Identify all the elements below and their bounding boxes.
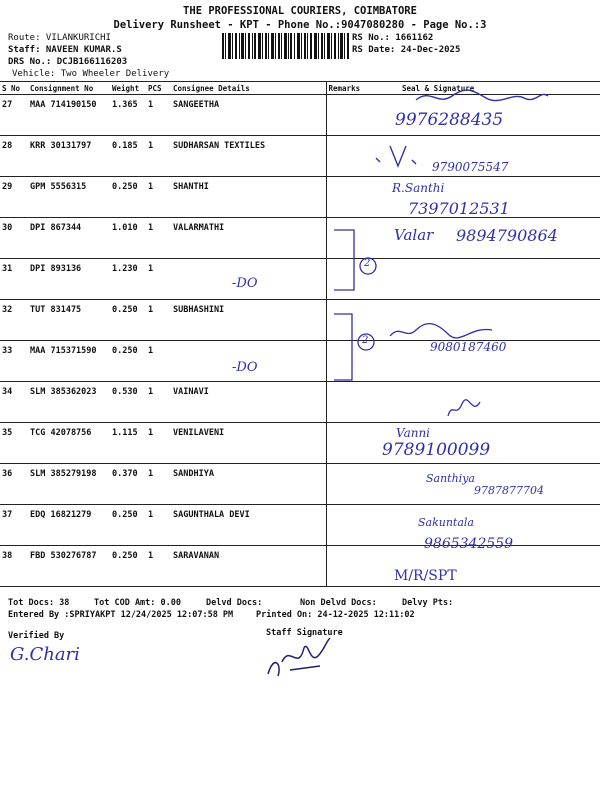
table-row (0, 423, 600, 464)
rs-date: RS Date: 24-Dec-2025 (352, 45, 461, 55)
route-label: Route: VILANKURICHI (8, 33, 111, 43)
handwritten-phone-33: 9080187460 (430, 340, 507, 354)
verified-by-label: Verified By (8, 631, 65, 641)
cell-seal (378, 259, 600, 300)
cell-remarks (326, 382, 378, 423)
cell-weight: 1.010 (110, 218, 146, 259)
cell-sno: 33 (0, 341, 28, 382)
cell-consignment: DPI 867344 (28, 218, 110, 259)
cell-consignment: DPI 893136 (28, 259, 110, 300)
cell-pcs: 1 (146, 505, 171, 546)
col-header-consignee: Consignee Details (171, 82, 326, 95)
cell-weight: 1.365 (110, 95, 146, 136)
cell-consignment: TUT 831475 (28, 300, 110, 341)
signature-scribble-27 (412, 86, 552, 108)
cell-weight: 1.115 (110, 423, 146, 464)
cell-weight: 1.230 (110, 259, 146, 300)
barcode (222, 33, 350, 59)
signature-scribble-28 (372, 140, 432, 170)
non-delivered-docs: Non Delvd Docs: (300, 598, 377, 608)
table-row (0, 382, 600, 423)
cell-consignee: SARAVANAN (171, 546, 326, 587)
total-docs: Tot Docs: 38 (8, 598, 70, 608)
table-row (0, 136, 600, 177)
cell-sno: 31 (0, 259, 28, 300)
cell-weight: 0.530 (110, 382, 146, 423)
handwritten-phone-27: 9976288435 (395, 110, 504, 130)
cell-remarks (326, 546, 378, 587)
verifier-signature: G.Chari (10, 644, 80, 665)
table-row (0, 259, 600, 300)
col-header-remarks: Remarks (326, 82, 378, 95)
handwritten-name-30: Valar (394, 226, 434, 244)
delivered-docs: Delvd Docs: (206, 598, 263, 608)
table-row (0, 177, 600, 218)
entered-by: Entered By :SPRIYAKPT 12/24/2025 12:07:58 PM (8, 610, 234, 620)
col-header-pcs: PCS (146, 82, 171, 95)
cell-remarks (326, 136, 378, 177)
cell-pcs: 1 (146, 177, 171, 218)
staff-label: Staff: NAVEEN KUMAR.S (8, 45, 122, 55)
cell-weight: 0.250 (110, 341, 146, 382)
cell-weight: 0.250 (110, 177, 146, 218)
cell-pcs: 1 (146, 95, 171, 136)
cell-consignment: GPM 5556315 (28, 177, 110, 218)
cell-pcs: 1 (146, 464, 171, 505)
col-header-sno: S No (0, 82, 28, 95)
cell-consignment: FBD 530276787 (28, 546, 110, 587)
cell-remarks (326, 95, 378, 136)
runsheet-table (0, 81, 600, 587)
handwritten-name-35: Vanni (396, 426, 431, 440)
cell-consignment: EDQ 16821279 (28, 505, 110, 546)
cell-sno: 28 (0, 136, 28, 177)
cell-pcs: 1 (146, 341, 171, 382)
cell-consignee: VALARMATHI (171, 218, 326, 259)
cell-sno: 34 (0, 382, 28, 423)
handwritten-circle-count-2: 2 (362, 335, 369, 346)
total-cod-amount: Tot COD Amt: 0.00 (94, 598, 181, 608)
handwritten-ditto-31: -DO (232, 276, 258, 291)
cell-remarks (326, 464, 378, 505)
cell-pcs: 1 (146, 259, 171, 300)
cell-consignment: MAA 715371590 (28, 341, 110, 382)
cell-seal (378, 382, 600, 423)
cell-weight: 0.250 (110, 546, 146, 587)
cell-consignment: KRR 30131797 (28, 136, 110, 177)
handwritten-name-29: R.Santhi (392, 181, 445, 195)
handwritten-phone-36: 9787877704 (474, 484, 544, 497)
staff-signature-scribble (260, 634, 340, 680)
cell-consignee: SHANTHI (171, 177, 326, 218)
cell-pcs: 1 (146, 136, 171, 177)
cell-sno: 29 (0, 177, 28, 218)
table-row (0, 300, 600, 341)
cell-consignment: TCG 42078756 (28, 423, 110, 464)
cell-remarks (326, 505, 378, 546)
cell-weight: 0.250 (110, 505, 146, 546)
handwritten-name-36: Santhiya (426, 472, 475, 485)
cell-remarks (326, 177, 378, 218)
cell-consignee: VENILAVENI (171, 423, 326, 464)
rs-number: RS No.: 1661162 (352, 33, 434, 43)
cell-consignment: MAA 714190150 (28, 95, 110, 136)
cell-sno: 37 (0, 505, 28, 546)
cell-weight: 0.185 (110, 136, 146, 177)
table-row (0, 341, 600, 382)
bracket-30-31 (330, 226, 380, 296)
cell-consignee: SUBHASHINI (171, 300, 326, 341)
cell-sno: 35 (0, 423, 28, 464)
cell-consignee: SAGUNTHALA DEVI (171, 505, 326, 546)
cell-pcs: 1 (146, 382, 171, 423)
cell-sno: 36 (0, 464, 28, 505)
company-title: THE PROFESSIONAL COURIERS, COIMBATORE (183, 5, 417, 17)
cell-weight: 0.370 (110, 464, 146, 505)
handwritten-circle-count-1: 2 (364, 258, 371, 269)
cell-pcs: 1 (146, 300, 171, 341)
handwritten-name-37: Sakuntala (418, 516, 474, 529)
cell-sno: 30 (0, 218, 28, 259)
handwritten-ditto-33: -DO (232, 360, 258, 375)
handwritten-phone-35: 9789100099 (382, 440, 491, 460)
cell-consignment: SLM 385279198 (28, 464, 110, 505)
staff-signature-label: Staff Signature (266, 628, 343, 638)
col-header-seal: Seal & Signature (378, 82, 600, 95)
runsheet-subtitle: Delivery Runsheet - KPT - Phone No.:9047080280 - Page No.:3 (113, 19, 487, 31)
handwritten-mark-38: M/R/SPT (394, 568, 457, 584)
cell-pcs: 1 (146, 423, 171, 464)
cell-pcs: 1 (146, 218, 171, 259)
handwritten-phone-28: 9790075547 (432, 160, 509, 174)
printed-on: Printed On: 24-12-2025 12:11:02 (256, 610, 415, 620)
cell-sno: 38 (0, 546, 28, 587)
delivery-points: Delvy Pts: (402, 598, 454, 608)
cell-pcs: 1 (146, 546, 171, 587)
cell-consignment: SLM 385362023 (28, 382, 110, 423)
vehicle-label: Vehicle: Two Wheeler Delivery (12, 69, 170, 79)
signature-scribble-34 (444, 398, 484, 420)
cell-sno: 32 (0, 300, 28, 341)
handwritten-phone-29: 7397012531 (408, 199, 510, 218)
cell-weight: 0.250 (110, 300, 146, 341)
cell-sno: 27 (0, 95, 28, 136)
cell-consignee: SUDHARSAN TEXTILES (171, 136, 326, 177)
handwritten-phone-37: 9865342559 (424, 536, 514, 552)
bracket-32-33 (330, 310, 380, 385)
col-header-consignment: Consignment No (28, 82, 110, 95)
cell-remarks (326, 423, 378, 464)
cell-consignee: SANGEETHA (171, 95, 326, 136)
cell-consignee: VAINAVI (171, 382, 326, 423)
cell-consignee: SANDHIYA (171, 464, 326, 505)
handwritten-phone-30: 9894790864 (456, 226, 558, 245)
col-header-weight: Weight (110, 82, 146, 95)
drs-number: DRS No.: DCJB166116203 (8, 57, 128, 67)
